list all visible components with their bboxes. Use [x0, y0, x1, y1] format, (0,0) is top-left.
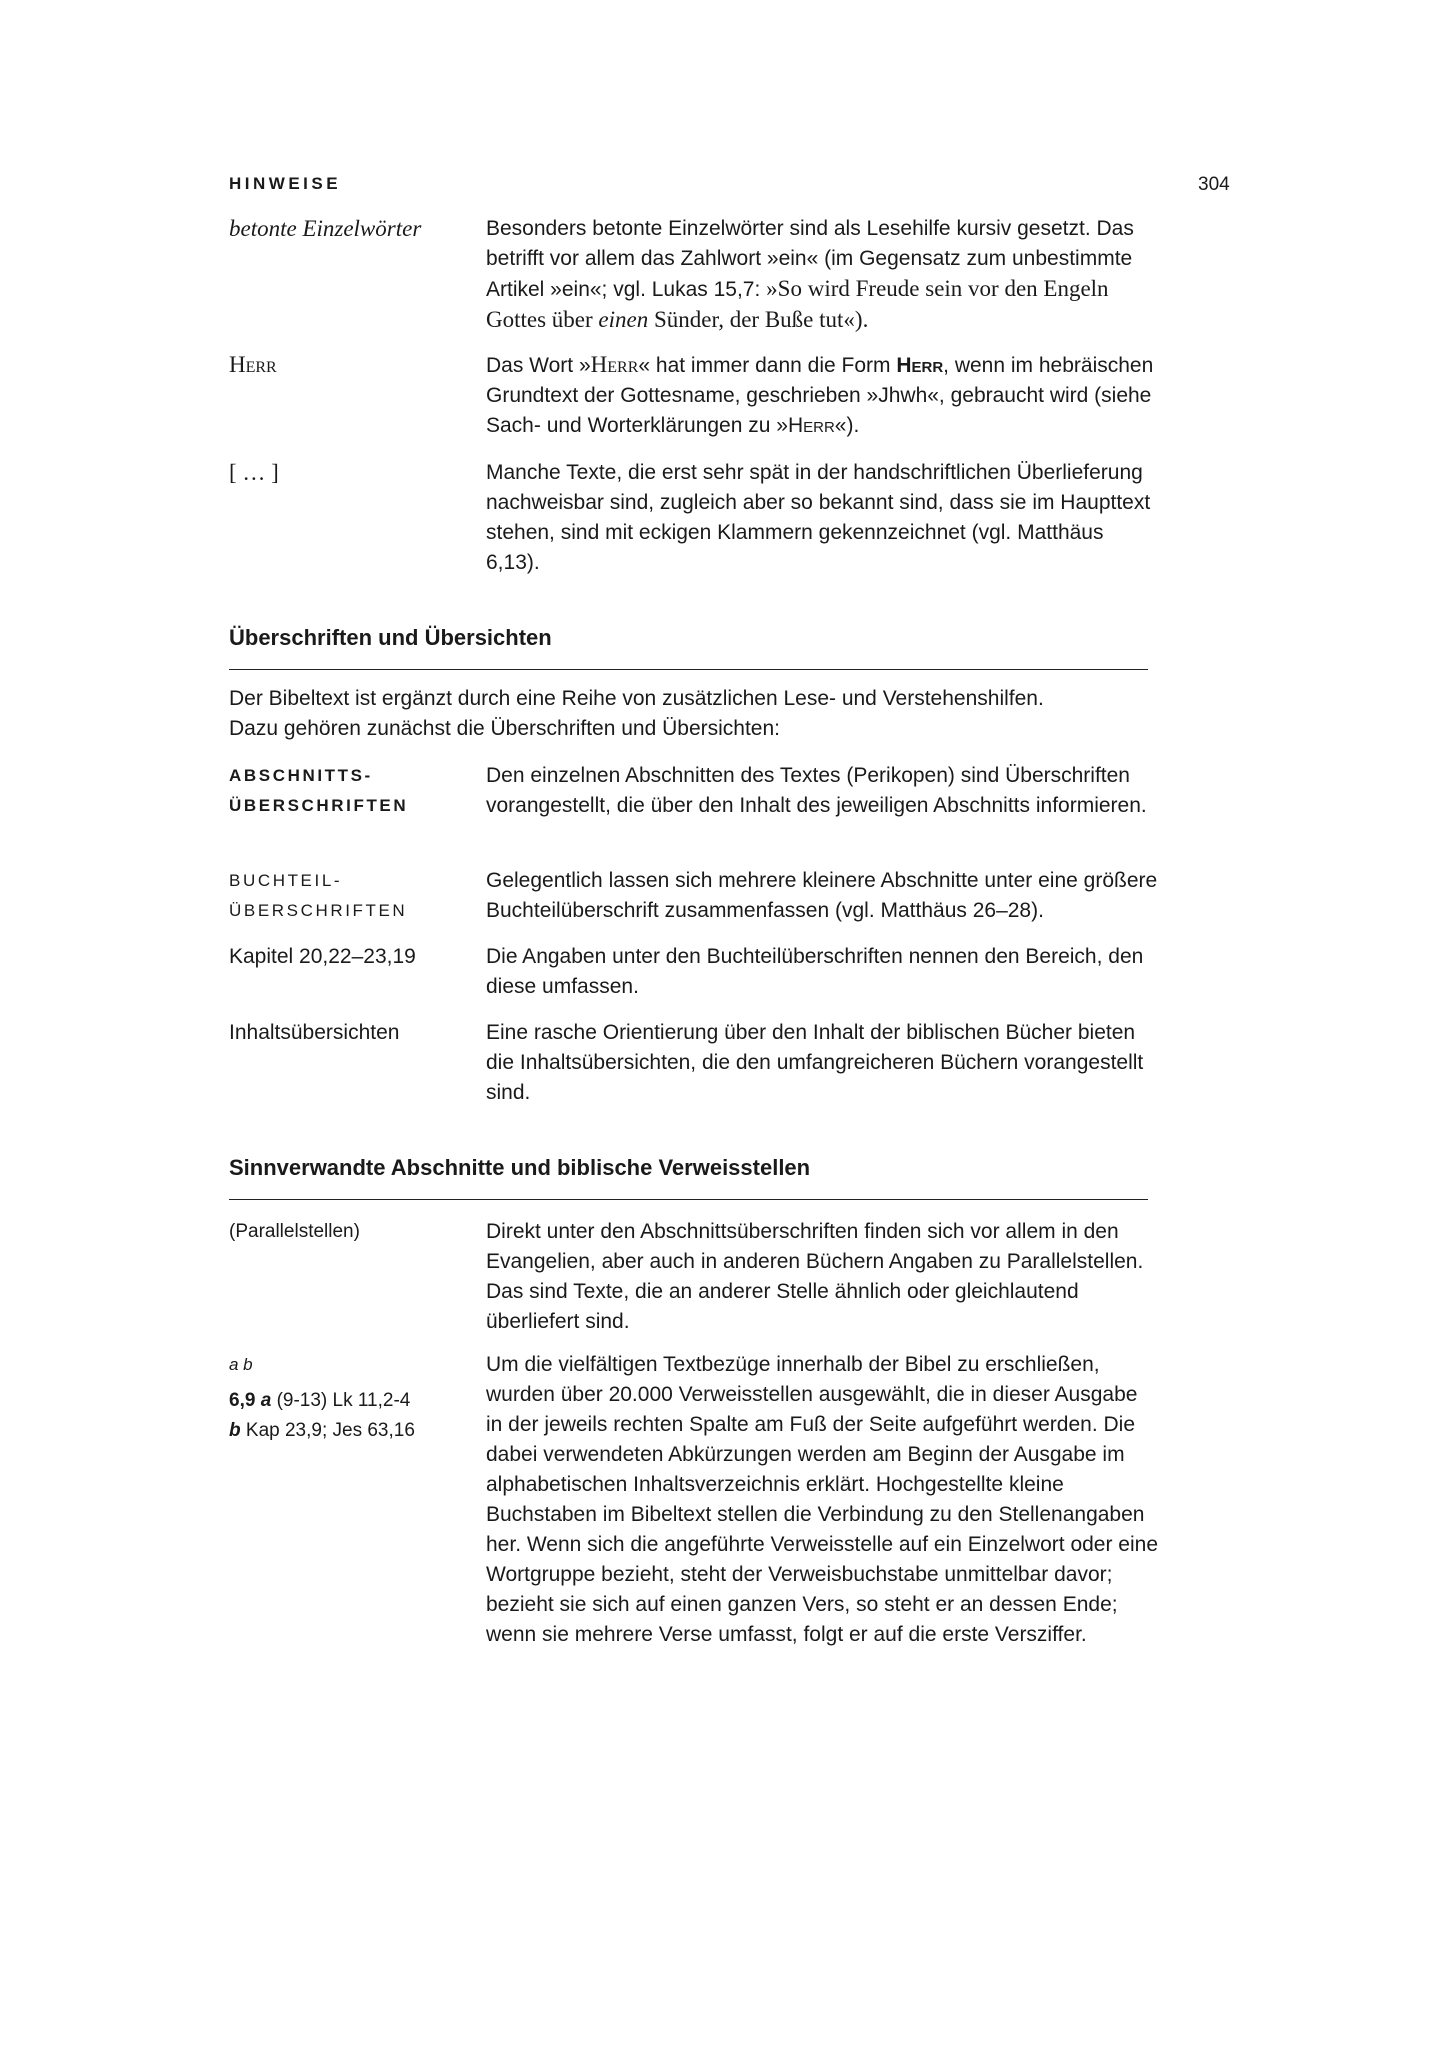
running-head: HINWEISE: [229, 174, 342, 193]
entry-abschnittsueberschriften: [229, 761, 1164, 856]
entry-verweisstellen: [229, 1350, 1164, 1690]
entry-kapitel: [229, 942, 1164, 1007]
section-intro: Der Bibeltext ist ergänzt durch eine Reihe von zusätzlichen Lese- und Verstehenshilfen. Dazu gehören zunächst die Überschriften und Übersichten:: [229, 687, 1044, 740]
entry-betonte-einzelwoerter: [229, 214, 1164, 339]
entry-label: betonte Einzelwörter: [229, 216, 422, 241]
entry-label: BUCHTEIL- ÜBERSCHRIFTEN: [229, 871, 408, 920]
entry-label: Kapitel 20,22–23,19: [229, 945, 416, 968]
entry-label: ABSCHNITTS- ÜBERSCHRIFTEN: [229, 766, 409, 815]
entry-text: Den einzelnen Abschnitten des Textes (Perikopen) sind Überschriften vorangestellt, die über den Inhalt des jeweiligen Abschnitts informieren.: [486, 764, 1147, 817]
entry-herr: [229, 350, 1164, 445]
entry-text: Die Angaben unter den Buchteilüberschriften nennen den Bereich, den diese umfassen.: [486, 945, 1144, 998]
entry-brackets: [229, 458, 1164, 583]
entry-text: Manche Texte, die erst sehr spät in der handschriftlichen Überlieferung nachweisbar sind, zugleich aber so bekannt sind, dass sie im Haupttext stehen, sind mit eckigen Klammern gekennzeichnet (vgl. Matthäus 6,13).: [486, 461, 1151, 574]
section-rule: [229, 669, 1148, 670]
entry-text: Eine rasche Orientierung über den Inhalt der biblischen Bücher bieten die Inhaltsübersichten, die den umfangreicheren Büchern vorangestellt sind.: [486, 1021, 1144, 1104]
entry-label: Inhaltsübersichten: [229, 1021, 400, 1044]
reference-line-1: 6,9 a (9-13) Lk 11,2-4: [229, 1390, 411, 1411]
page-number: 304: [1198, 174, 1230, 195]
entry-text: Direkt unter den Abschnittsüberschriften finden sich vor allem in den Evangelien, aber auch in anderen Büchern Angaben zu Parallelstellen. Das sind Texte, die an anderer Stelle ähnlich oder gleichlautend überliefert sind.: [486, 1220, 1144, 1333]
entry-buchteilueberschriften: [229, 866, 1164, 931]
entry-parallelstellen: [229, 1217, 1164, 1342]
entry-inhaltsuebersichten: [229, 1018, 1164, 1113]
entry-label: Herr: [229, 352, 277, 377]
section-heading-ueberschriften: Überschriften und Übersichten: [229, 625, 552, 650]
entry-label: [ … ]: [229, 460, 279, 485]
section-heading-verweisstellen: Sinnverwandte Abschnitte und biblische Verweisstellen: [229, 1155, 811, 1180]
entry-label: (Parallelstellen): [229, 1221, 360, 1242]
entry-text: Gelegentlich lassen sich mehrere kleinere Abschnitte unter eine größere Buchteilüberschrift zusammenfassen (vgl. Matthäus 26–28).: [486, 869, 1158, 922]
reference-line-2: b Kap 23,9; Jes 63,16: [229, 1420, 415, 1441]
section-rule: [229, 1199, 1148, 1200]
entry-label: [229, 1350, 479, 1446]
reference-letters: a b: [229, 1355, 253, 1374]
entry-text: Das Wort »Herr« hat immer dann die Form Herr, wenn im hebräischen Grundtext der Gottesname, geschrieben »Jhwh«, gebraucht wird (siehe Sach- und Worterklärungen zu »Herr«).: [486, 352, 1154, 437]
entry-text: Um die vielfältigen Textbezüge innerhalb der Bibel zu erschließen, wurden über 20.000 Verweisstellen ausgewählt, die in dieser Ausgabe in der jeweils rechten Spalte am Fuß der Seite aufgeführt werden. Die dabei verwendeten Abkürzungen werden am Beginn der Ausgabe im alphabetischen Inhaltsverzeichnis erklärt. Hochgestellte kleine Buchstaben im Bibeltext stellen die Verbindung zu den Stellenangaben her. Wenn sich die angeführte Verweisstelle auf ein Einzelwort oder eine Wortgruppe bezieht, steht der Verweisbuchstabe unmittelbar davor; bezieht sie sich auf einen ganzen Vers, so steht er an dessen Ende; wenn sie mehrere Verse umfasst, folgt er auf die erste Versziffer.: [486, 1353, 1159, 1646]
entry-text: Besonders betonte Einzelwörter sind als Lesehilfe kursiv gesetzt. Das betrifft vor allem das Zahlwort »ein« (im Gegensatz zum unbestimmte Artikel »ein«; vgl. Lukas 15,7: »So wird Freude sein vor den Engeln Gottes über einen Sünder, der Buße tut«).: [486, 217, 1134, 332]
